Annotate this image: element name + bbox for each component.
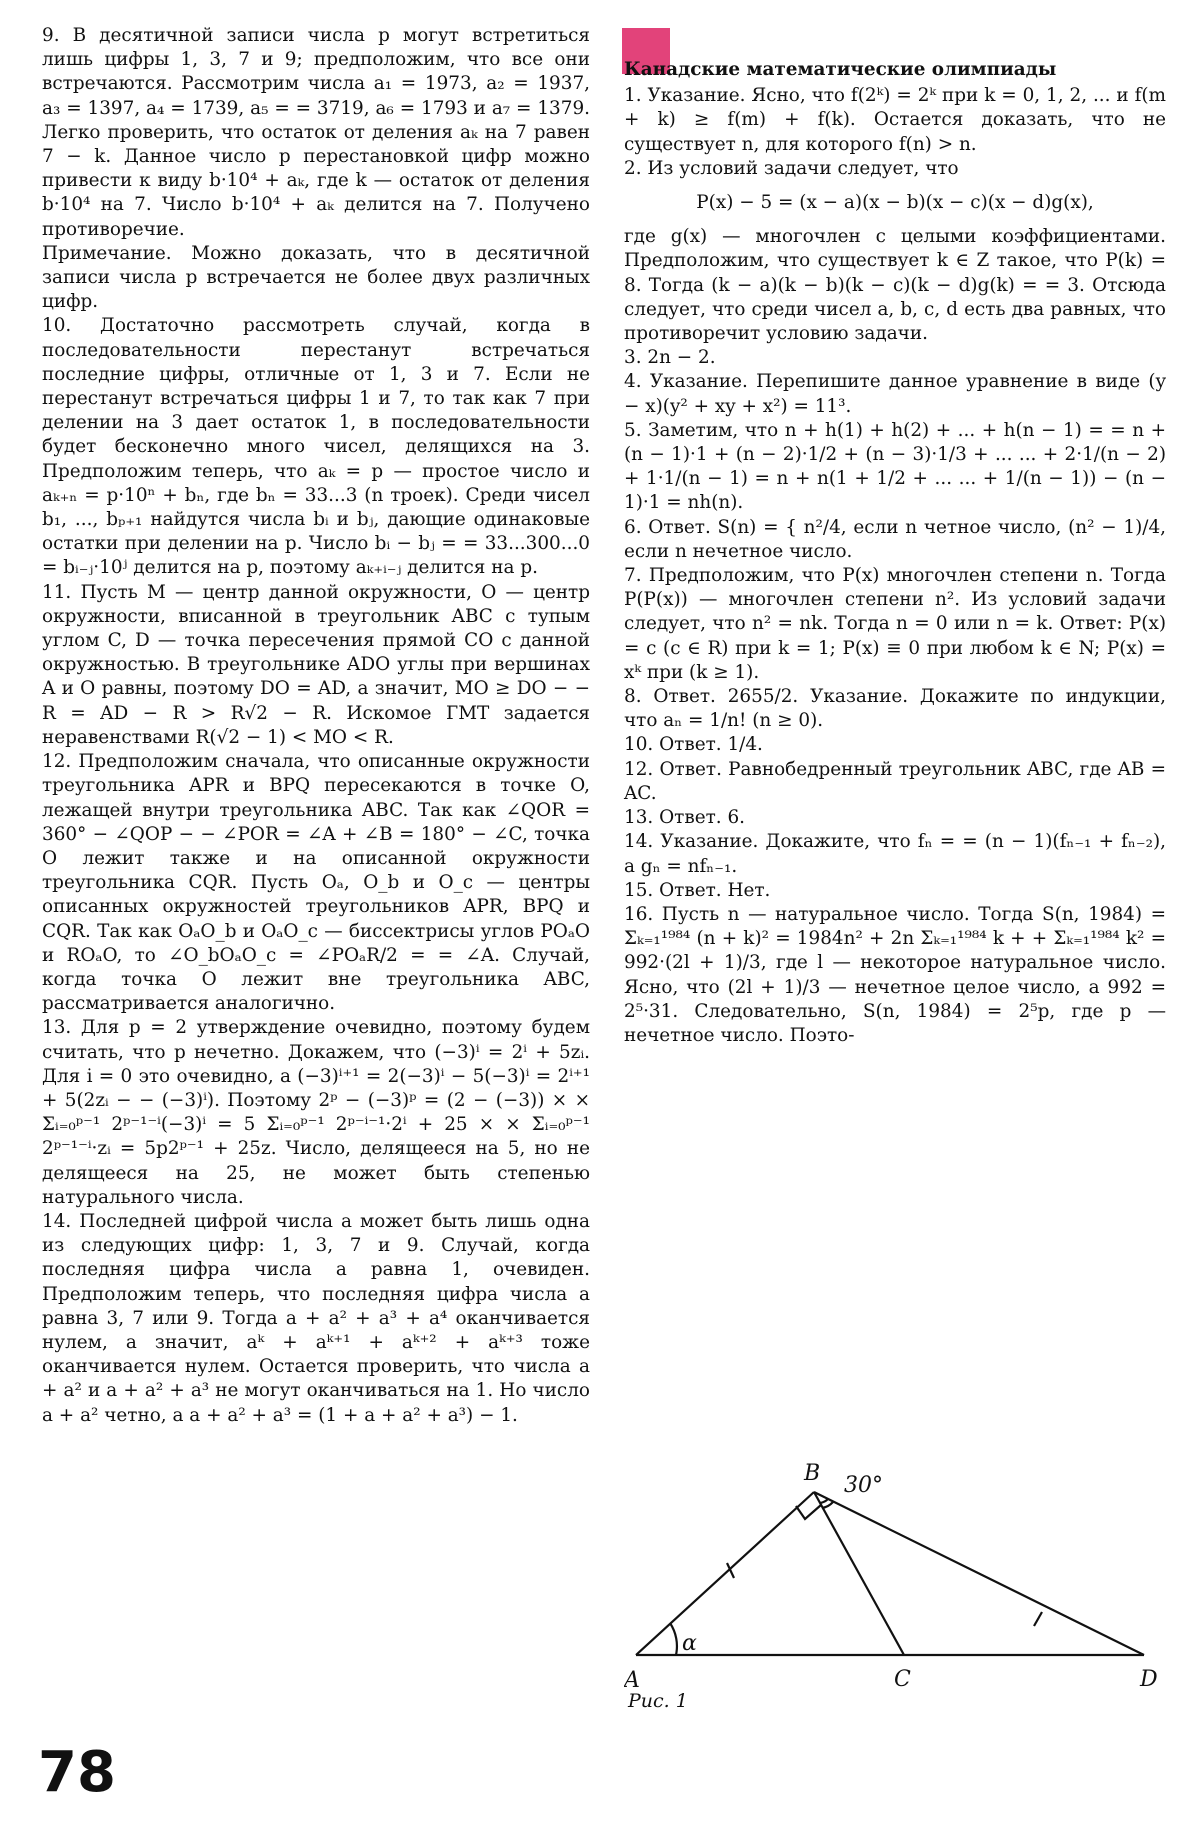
answer-13: 13. Ответ. 6.	[624, 807, 745, 829]
solution-14: 14. Последней цифрой числа a может быть лишь одна из следующих цифр: 1, 3, 7 и 9. Случай, когда последняя цифра числа a равна 1, очевиден. Предположим теперь, что последняя цифра числа a равна 3, 7 или 9. Тогда a + a² + a³ + a⁴ оканчивается нулем, а значит, aᵏ + aᵏ⁺¹ + aᵏ⁺² + aᵏ⁺³ тоже оканчивается нулем. Остается проверить, что числа a + a² и a + a² + a³ не могут оканчиваться на 1. Но число a + a² четно, а a + a² + a³ = (1 + a + a² + a³) − 1.	[42, 1210, 590, 1426]
label-c: C	[894, 1667, 911, 1692]
answer-4: 4. Указание. Перепишите данное уравнение в виде (y − x)(y² + xy + x²) = 11³.	[624, 371, 1166, 417]
answer-3: 3. 2n − 2.	[624, 347, 716, 369]
segment-bc	[814, 1492, 904, 1655]
figure-caption: Рис. 1	[628, 1690, 688, 1712]
segment-ab	[636, 1492, 814, 1655]
formula-2: P(x) − 5 = (x − a)(x − b)(x − c)(x − d)g(x),	[696, 192, 1094, 214]
answer-10: 10. Ответ. 1/4.	[624, 734, 763, 756]
right-column	[624, 24, 1166, 1048]
solution-10: 10. Достаточно рассмотреть случай, когда в последовательности перестанут встречаться последние цифры, отличные от 1, 3 и 7. Если не перестанут встречаться цифры 1 и 7, то так как 7 при делении на 3 дает остаток 1, в последовательности будет бесконечно много чисел, делящихся на 3. Предположим теперь, что aₖ = p — простое число и aₖ₊ₙ = p·10ⁿ + bₙ, где bₙ = 33...3 (n троек). Среди чисел b₁, ..., bₚ₊₁ найдутся числа bᵢ и bⱼ, дающие одинаковые остатки при делении на p. Число bᵢ − bⱼ = = 33...300...0 = bᵢ₋ⱼ·10ʲ делится на p, поэтому aₖ₊ᵢ₋ⱼ делится на p.	[42, 315, 590, 579]
label-a: A	[624, 1668, 640, 1693]
answer-1: 1. Указание. Ясно, что f(2ᵏ) = 2ᵏ при k = 0, 1, 2, ... и f(m + k) ≥ f(m) + f(k). Остается доказать, что не существует n, для которого f(n) > n.	[624, 85, 1166, 155]
answer-16: 16. Пусть n — натуральное число. Тогда S(n, 1984) = Σₖ₌₁¹⁹⁸⁴ (n + k)² = 1984n² + 2n Σₖ₌₁¹⁹⁸⁴ k + + Σₖ₌₁¹⁹⁸⁴ k² = 992·(2l + 1)/3, где l — некоторое натуральное число. Ясно, что (2l + 1)/3 — нечетное целое число, а 992 = 2⁵·31. Следовательно, S(n, 1984) = 2⁵p, где p — нечетное число. Поэто-	[624, 903, 1166, 1046]
label-d: D	[1140, 1667, 1158, 1692]
alpha-arc	[670, 1623, 677, 1655]
answer-14: 14. Указание. Докажите, что fₙ = = (n − 1)(fₙ₋₁ + fₙ₋₂), а gₙ = nfₙ₋₁.	[624, 831, 1166, 877]
note-9: Примечание. Можно доказать, что в десятичной записи числа p встречается не более двух различных цифр.	[42, 242, 590, 313]
solution-12: 12. Предположим сначала, что описанные окружности треугольника APR и BPQ пересекаются в точке O, лежащей внутри треугольника ABC. Так как ∠QOR = 360° − ∠QOP − − ∠POR = ∠A + ∠B = 180° − ∠C, точка O лежит также и на описанной окружности треугольника CQR. Пусть Oₐ, O_b и O_c — центры описанных окружностей треугольников APR, BPQ и CQR. Так как OₐO_b и OₐO_c — биссектрисы углов POₐO и ROₐO, то ∠O_bOₐO_c = ∠POₐR/2 = = ∠A. Случай, когда точка O лежит вне треугольника ABC, рассматривается аналогично.	[42, 751, 590, 1015]
page-number: 78	[38, 1740, 116, 1805]
answer-5: 5. Заметим, что n + h(1) + h(2) + ... + h(n − 1) = = n + (n − 1)·1 + (n − 2)·1/2 + (n − 3)·1/3 + ... ... + 2·1/(n − 2) + 1·1/(n − 1) = n + n(1 + 1/2 + ... ... + 1/(n − 1)) − (n − 1)·1 = nh(n).	[624, 419, 1166, 514]
angle-arc-inner	[820, 1499, 828, 1503]
answer-15: 15. Ответ. Нет.	[624, 879, 771, 901]
label-angle: 30°	[844, 1473, 883, 1498]
answer-2: 2. Из условий задачи следует, что	[624, 157, 959, 179]
left-column	[42, 24, 590, 1428]
answer-6: 6. Ответ. S(n) = { n²/4, если n четное число, (n² − 1)/4, если n нечетное число.	[624, 516, 1166, 562]
tick-bd	[1034, 1612, 1042, 1626]
answer-12: 12. Ответ. Равнобедренный треугольник ABC, где AB = AC.	[624, 758, 1166, 804]
answer-2-continued: где g(x) — многочлен с целыми коэффициентами. Предположим, что существует k ∈ Z такое, что P(k) = 8. Тогда (k − a)(k − b)(k − c)(k − d)g(k) = = 3. Отсюда следует, что среди чисел a, b, c, d есть два равных, что противоречит условию задачи.	[624, 226, 1166, 345]
triangle-diagram	[624, 1440, 1184, 1700]
triangle-figure	[624, 1440, 1184, 1700]
solution-9: 9. В десятичной записи числа p могут встретиться лишь цифры 1, 3, 7 и 9; предположим, что все они встречаются. Рассмотрим числа a₁ = 1973, a₂ = 1937, a₃ = 1397, a₄ = 1739, a₅ = = 3719, a₆ = 1793 и a₇ = 1379. Легко проверить, что остаток от деления aₖ на 7 равен 7 − k. Данное число p перестановкой цифр можно привести к виду b·10⁴ + aₖ, где k — остаток от деления b·10⁴ на 7. Число b·10⁴ + aₖ делится на 7. Получено противоречие.	[42, 25, 590, 240]
solution-13: 13. Для p = 2 утверждение очевидно, поэтому будем считать, что p нечетно. Докажем, что (−3)ⁱ = 2ⁱ + 5zᵢ. Для i = 0 это очевидно, а (−3)ⁱ⁺¹ = 2(−3)ⁱ − 5(−3)ⁱ = 2ⁱ⁺¹ + 5(2zᵢ − − (−3)ⁱ). Поэтому 2ᵖ − (−3)ᵖ = (2 − (−3)) × × Σᵢ₌₀ᵖ⁻¹ 2ᵖ⁻¹⁻ⁱ(−3)ⁱ = 5 Σᵢ₌₀ᵖ⁻¹ 2ᵖ⁻ⁱ⁻¹·2ⁱ + 25 × × Σᵢ₌₀ᵖ⁻¹ 2ᵖ⁻¹⁻ⁱ·zᵢ = 5p2ᵖ⁻¹ + 25z. Число, делящееся на 5, но не делящееся на 25, не может быть степенью натурального числа.	[42, 1017, 590, 1208]
right-angle-mark	[796, 1505, 821, 1519]
answer-7: 7. Предположим, что P(x) многочлен степени n. Тогда P(P(x)) — многочлен степени n². Из условий задачи следует, что n² = nk. Тогда n = 0 или n = k. Ответ: P(x) = c (c ∈ R) при k = 1; P(x) ≡ 0 при любом k ∈ N; P(x) = xᵏ при (k ≥ 1).	[624, 565, 1166, 683]
answer-8: 8. Ответ. 2655/2. Указание. Докажите по индукции, что aₙ = 1/n! (n ≥ 0).	[624, 686, 1166, 732]
solution-11: 11. Пусть M — центр данной окружности, O — центр окружности, вписанной в треугольник ABC с тупым углом C, D — точка пересечения прямой CO с данной окружностью. В треугольнике ADO углы при вершинах A и O равны, поэтому DO = AD, а значит, MO ≥ DO − − R = AD − R > R√2 − R. Искомое ГМТ задается неравенствами R(√2 − 1) < MO < R.	[42, 581, 590, 748]
section-title: Канадские математические олимпиады	[624, 59, 1057, 80]
label-alpha: α	[682, 1631, 697, 1656]
segment-bd	[814, 1492, 1144, 1655]
label-b: B	[804, 1461, 821, 1486]
